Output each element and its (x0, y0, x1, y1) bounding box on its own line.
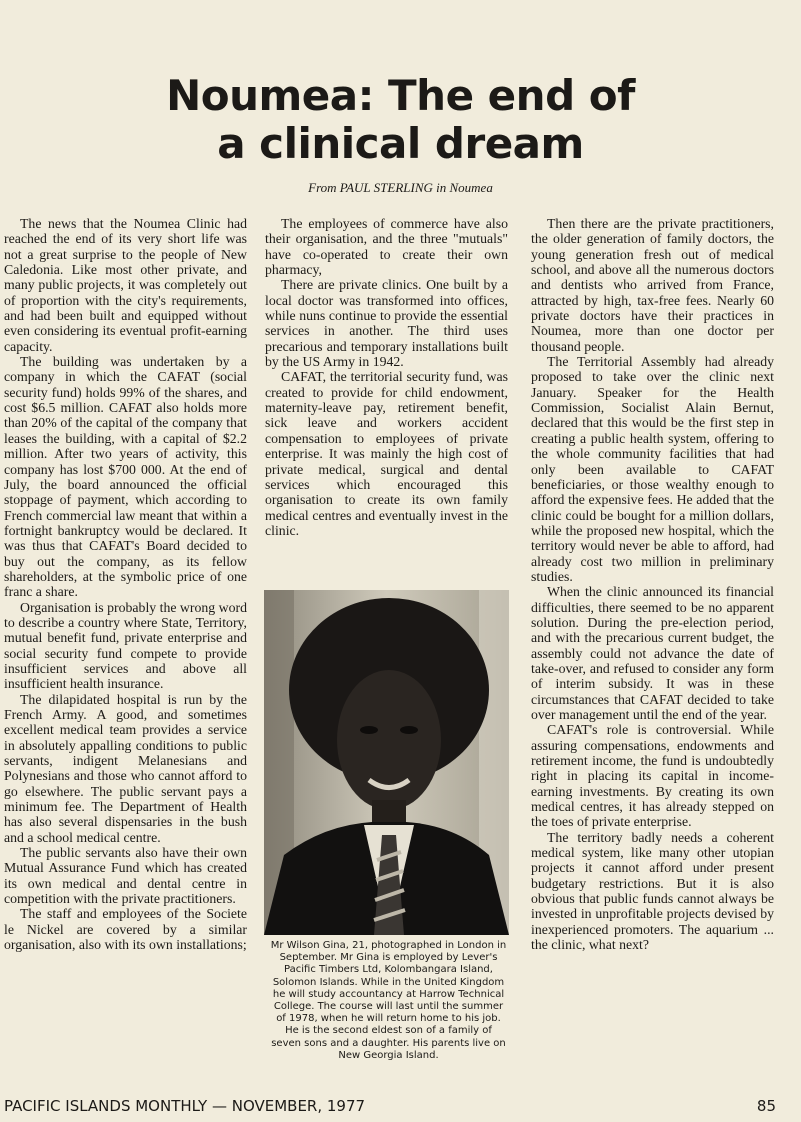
column-2 (265, 216, 508, 538)
paragraph: The territory badly needs a coherent medical system, like many other utopian projects it cannot afford under present budgetary restrictions. But it is also obvious that public funds cannot always be invested in unprofitable projects devised by inexperienced promoters. The aquarium ... the clinic, what next? (531, 829, 774, 953)
paragraph: The staff and employees of the Societe le Nickel are covered by a similar organisation, also with its own installations; (4, 906, 247, 953)
headline (0, 72, 801, 168)
paragraph: The employees of commerce have also their organisation, and the three "mutuals" have co-operated to create their own pharmacy, (265, 216, 508, 278)
paragraph: The Territorial Assembly had already proposed to take over the clinic next January. Speaker for the Health Commission, Socialist Alain Bernut, declared that this would be the first step in creating a public health system, offering to the whole community facilities that had only been available to CAFAT beneficiaries, or those wealthy enough to afford the expensive fees. He added that the clinic could be bought for a million dollars, while the proposed new hospital, which the territory would never be able to afford, had already cost two million in preliminary studies. (531, 354, 774, 584)
photo-caption: Mr Wilson Gina, 21, photographed in London in September. Mr Gina is employed by Lever's Pacific Timbers Ltd, Kolombangara Island, Solomon Islands. While in the United Kingdom he will study accountancy at Harrow Technical College. The course will last until the summer of 1978, when he will return home to his job. He is the second eldest son of a family of seven sons and a daughter. His parents live on New Georgia Island. (270, 940, 507, 1061)
portrait-illustration (264, 590, 509, 935)
paragraph: Organisation is probably the wrong word to describe a country where State, Territory, mutual benefit fund, private enterprise and social security fund compete to provide insufficient services and above all insufficient health insurance. (4, 599, 247, 692)
headline-line-1: Noumea: The end of (166, 71, 635, 120)
paragraph: The dilapidated hospital is run by the French Army. A good, and sometimes excellent medical team provides a service in absolutely appalling conditions to public servants, indigent Melanesians and Polynesians and those who cannot afford to go elsewhere. The public servant pays a minimum fee. The Department of Health has also several dispensaries in the bush and a school medical centre. (4, 691, 247, 845)
paragraph: CAFAT's role is controversial. While assuring compensations, endowments and retirement income, the fund is undoubtedly right in placing its capital in income-earning investments. By creating its own medical centres, it has already stepped on the toes of private enterprise. (531, 722, 774, 830)
paragraph: CAFAT, the territorial security fund, was created to provide for child endowment, maternity-leave pay, retirement benefit, sick leave and workers accident compensation to employees of private enterprise. It was mainly the high cost of private medical, surgical and dental services which encouraged this organisation to create its own family medical centres and eventually invest in the clinic. (265, 369, 508, 538)
portrait-photo (264, 590, 509, 935)
paragraph: There are private clinics. One built by a local doctor was transformed into offices, while nuns continue to provide the essential services in another. The third uses precarious and temporary installations built by the US Army in 1942. (265, 277, 508, 370)
paragraph: When the clinic announced its financial difficulties, there seemed to be no apparent solution. During the pre-election period, and with the precarious current budget, the assembly could not advance the date of take-over, and refused to consider any form of interim subsidy. It was in these circumstances that CAFAT decided to take over management until the end of the year. (531, 584, 774, 722)
page-number: 85 (756, 1097, 776, 1115)
paragraph: The public servants also have their own Mutual Assurance Fund which has created its own medical and dental centre in competition with the private practitioners. (4, 845, 247, 907)
byline: From PAUL STERLING in Noumea (308, 180, 493, 195)
paragraph: The building was undertaken by a company in which the CAFAT (social security fund) holds 99% of the shares, and cost $6.5 million. CAFAT also holds more than 20% of the capital of the company that leases the building, with a capital of $2.2 million. After two years of activity, this company has lost $700 000. At the end of July, the board announced the official stoppage of payment, which according to French commercial law meant that within a fortnight bankruptcy would be declared. It was thus that CAFAT's Board decided to buy out the company, as its fellow shareholders, at the symbolic price of one franc a share. (4, 354, 247, 600)
paragraph: The news that the Noumea Clinic had reached the end of its very short life was not a great surprise to the people of New Caledonia. Like most other private, and many public projects, it was completely out of proportion with the city's requirements, and had been built and equipped without even considering its eventual profit-earning capacity. (4, 216, 247, 354)
paragraph: Then there are the private practitioners, the older generation of family doctors, the young generation fresh out of medical school, and above all the numerous doctors and dentists who arrived from France, attracted by high, tax-free fees. Nearly 60 private doctors have their practices in Noumea, more than one doctor per thousand people. (531, 216, 774, 354)
column-1 (4, 216, 247, 953)
publication-name: PACIFIC ISLANDS MONTHLY — NOVEMBER, 1977 (4, 1097, 366, 1115)
page-footer (4, 1097, 776, 1115)
column-3 (531, 216, 774, 953)
headline-line-2: a clinical dream (217, 119, 584, 168)
